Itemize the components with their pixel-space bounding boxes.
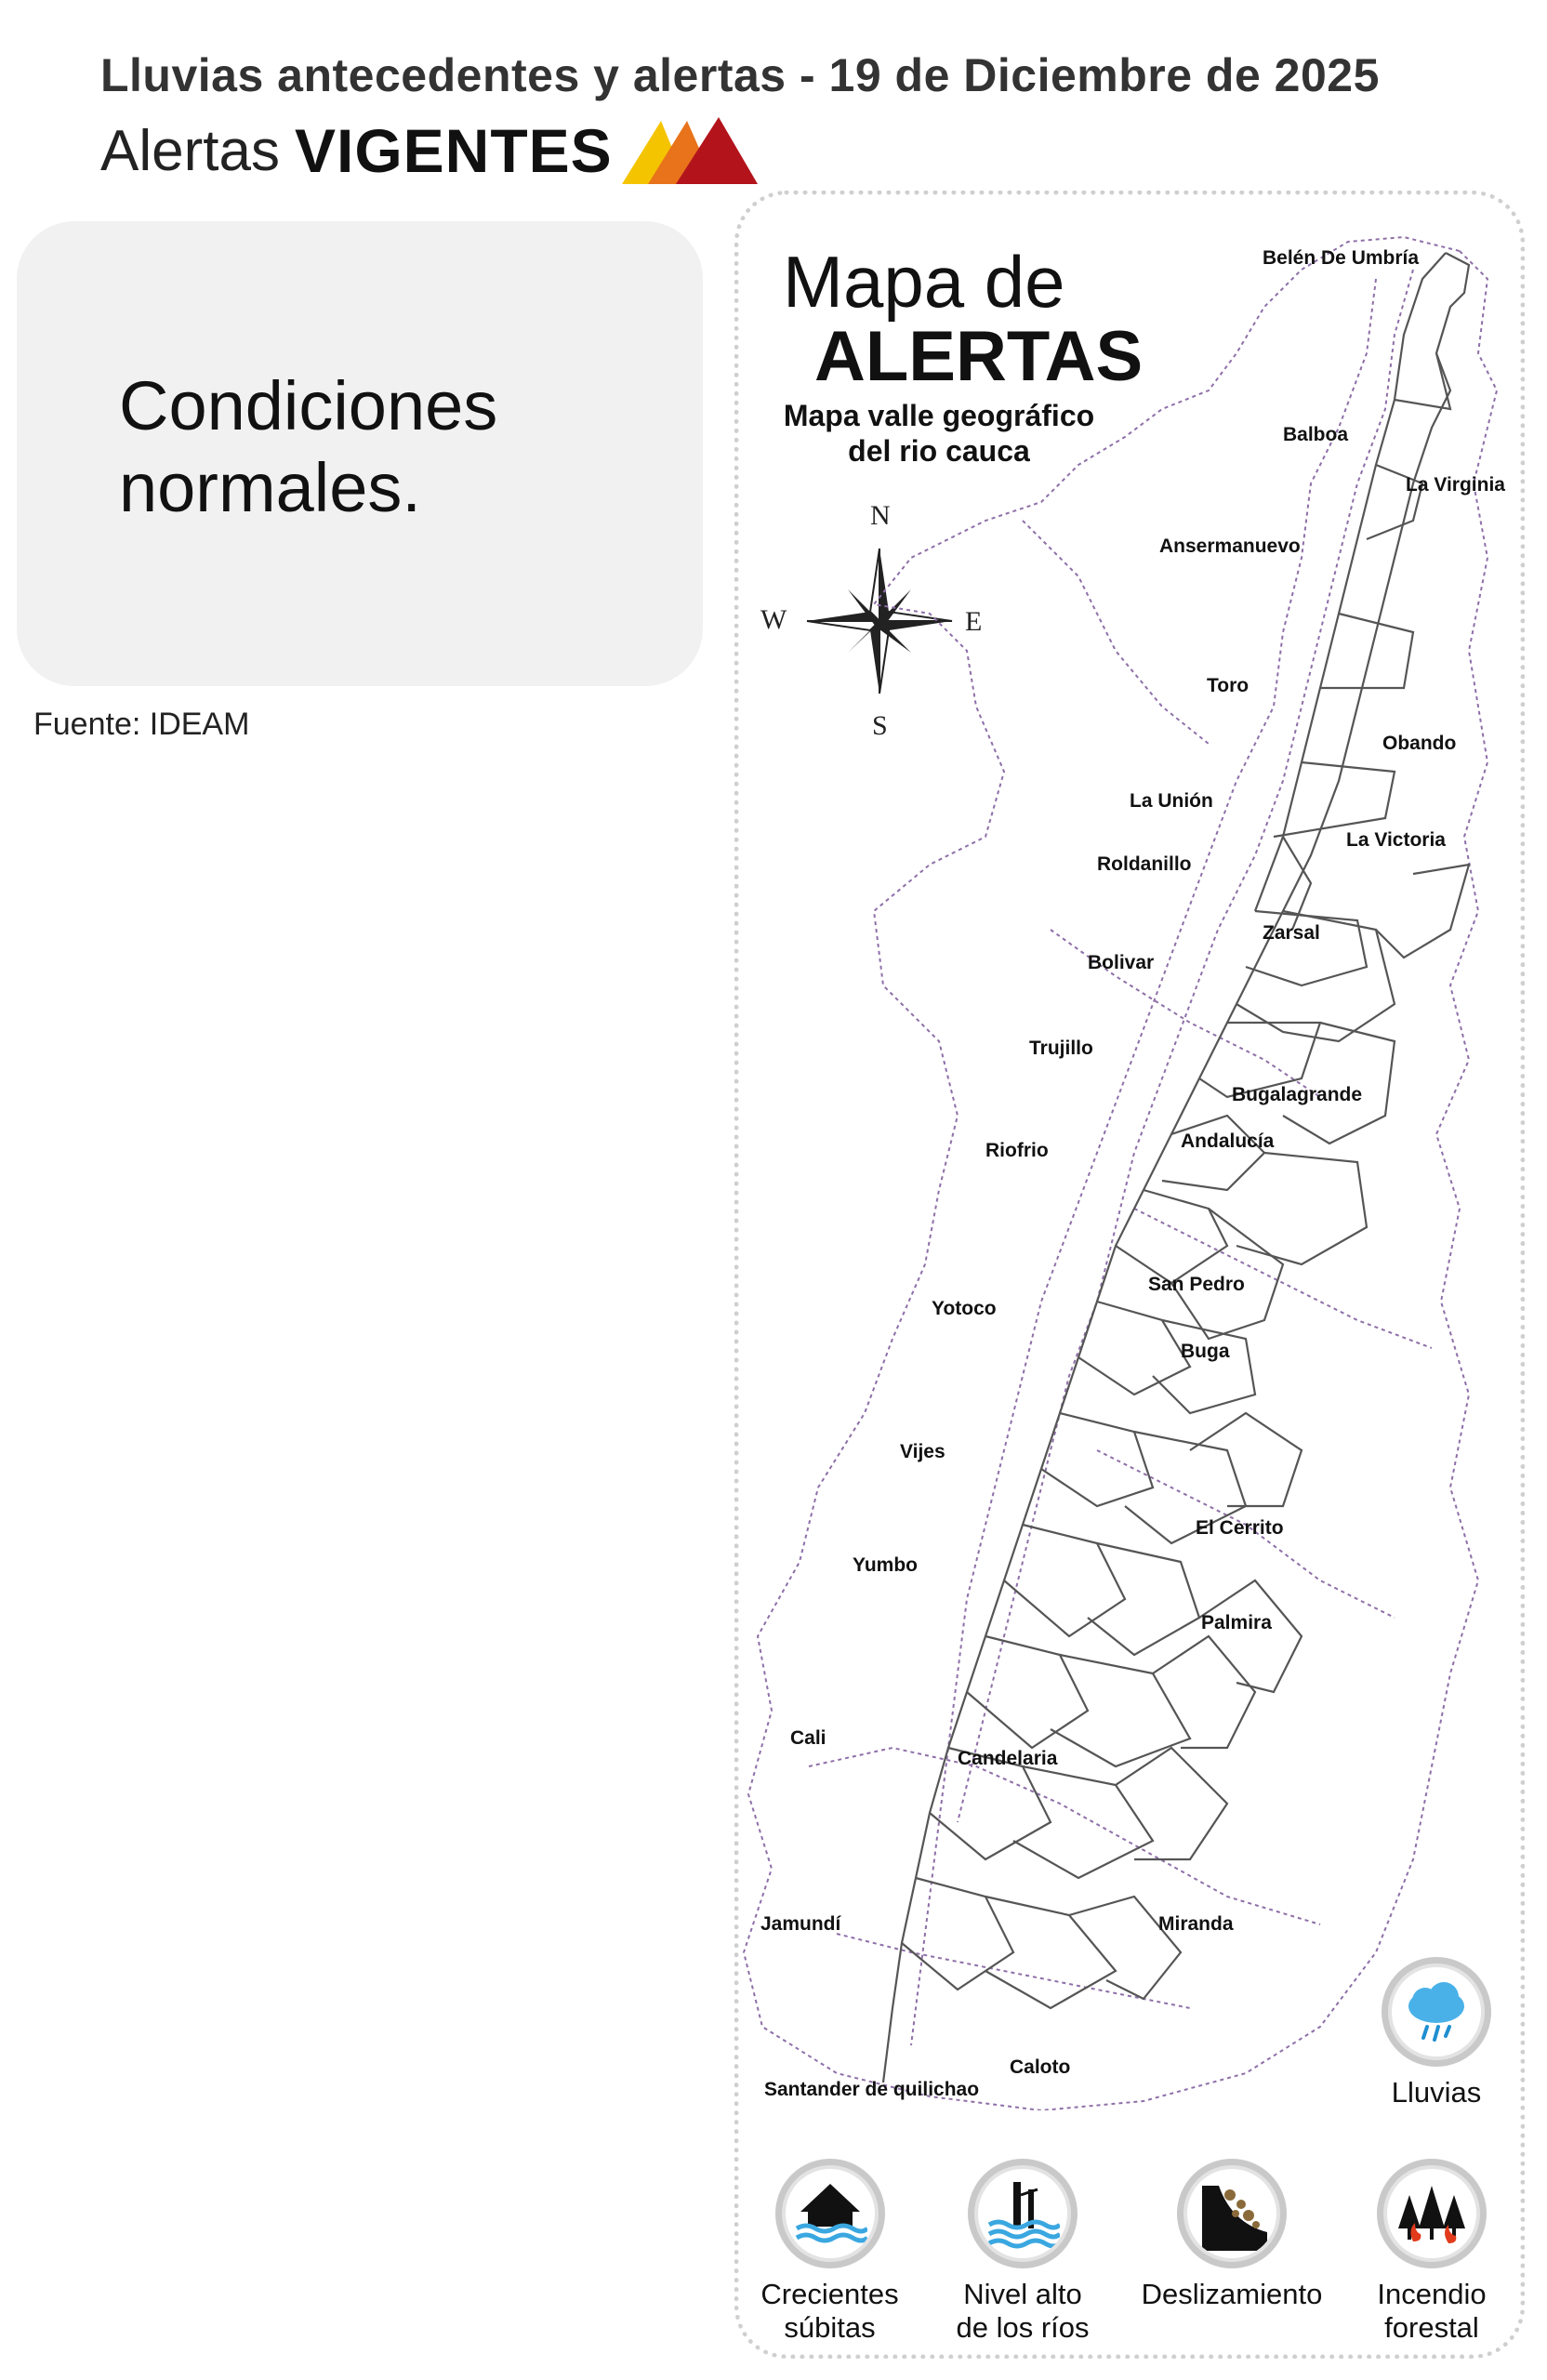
label-belen-de-umbria: Belén De Umbría xyxy=(1263,247,1420,269)
label-yotoco: Yotoco xyxy=(932,1298,997,1319)
flash-flood-house-icon xyxy=(793,2176,867,2251)
label-santander-de-quilichao: Santander de quilichao xyxy=(764,2079,980,2100)
label-roldanillo: Roldanillo xyxy=(1097,853,1192,875)
municipal-boundaries xyxy=(883,253,1469,2082)
map-title-line1: Mapa de xyxy=(783,241,1065,323)
label-toro: Toro xyxy=(1207,675,1250,696)
label-jamundi: Jamundí xyxy=(760,1913,841,1935)
label-el-cerrito: El Cerrito xyxy=(1196,1517,1284,1539)
status-text: Condiciones normales. xyxy=(119,367,498,526)
label-la-union: La Unión xyxy=(1130,790,1213,812)
legend-lluvias-label: Lluvias xyxy=(1391,2076,1482,2109)
label-bolivar: Bolivar xyxy=(1088,952,1155,973)
label-buga: Buga xyxy=(1181,1341,1230,1362)
label-balboa: Balboa xyxy=(1283,424,1349,445)
rain-cloud-icon xyxy=(1399,1975,1474,2049)
label-riofrio: Riofrio xyxy=(985,1140,1049,1161)
legend-deslizamiento xyxy=(1134,2159,1329,2311)
compass-south: S xyxy=(872,710,888,741)
brand-name: VIGENTES xyxy=(294,116,613,185)
legend-crecientes xyxy=(748,2159,911,2345)
label-trujillo: Trujillo xyxy=(1029,1038,1093,1059)
label-candelaria: Candelaria xyxy=(958,1748,1058,1769)
label-la-virginia: La Virginia xyxy=(1406,474,1505,496)
label-bugalagrande: Bugalagrande xyxy=(1232,1084,1363,1105)
brand xyxy=(100,113,761,188)
label-obando: Obando xyxy=(1382,733,1457,754)
legend-nivel-label: Nivel alto de los ríos xyxy=(956,2278,1090,2344)
legend-nivel xyxy=(948,2159,1097,2345)
mountains-logo-icon xyxy=(622,113,761,188)
legend-crecientes-label: Crecientes súbitas xyxy=(760,2278,899,2344)
map-title-line2: ALERTAS xyxy=(814,317,1144,396)
legend-deslizamiento-label: Deslizamiento xyxy=(1141,2278,1323,2310)
compass-east: E xyxy=(965,606,983,637)
landslide-icon xyxy=(1195,2176,1269,2251)
label-ansermanuevo: Ansermanuevo xyxy=(1159,536,1301,557)
brand-prefix: Alertas xyxy=(100,118,280,183)
legend-incendio-label: Incendio forestal xyxy=(1377,2278,1487,2344)
forest-fire-icon xyxy=(1395,2176,1469,2251)
label-caloto: Caloto xyxy=(1010,2056,1071,2078)
label-san-pedro: San Pedro xyxy=(1148,1274,1245,1295)
source-note: Fuente: IDEAM xyxy=(33,707,250,742)
label-la-victoria: La Victoria xyxy=(1346,829,1446,851)
label-cali: Cali xyxy=(790,1727,826,1749)
legend-lluvias xyxy=(1376,1957,1497,2109)
label-yumbo: Yumbo xyxy=(853,1554,919,1576)
page-title: Lluvias antecedentes y alertas - 19 de Diciembre de 2025 xyxy=(100,49,1380,101)
map-subtitle: Mapa valle geográfico del rio cauca xyxy=(783,399,1095,468)
label-andalucia: Andalucía xyxy=(1181,1130,1275,1152)
label-miranda: Miranda xyxy=(1158,1913,1234,1935)
legend-incendio xyxy=(1357,2159,1506,2345)
label-palmira: Palmira xyxy=(1201,1612,1272,1633)
label-zarsal: Zarsal xyxy=(1263,922,1320,944)
label-vijes: Vijes xyxy=(900,1441,945,1462)
high-river-level-icon xyxy=(985,2176,1060,2251)
compass-west: W xyxy=(760,604,787,635)
compass-north: N xyxy=(870,500,891,531)
valle-cauca-map xyxy=(725,223,1506,2110)
region-outer-dotted-boundary xyxy=(744,237,1497,2110)
status-card xyxy=(17,221,703,686)
